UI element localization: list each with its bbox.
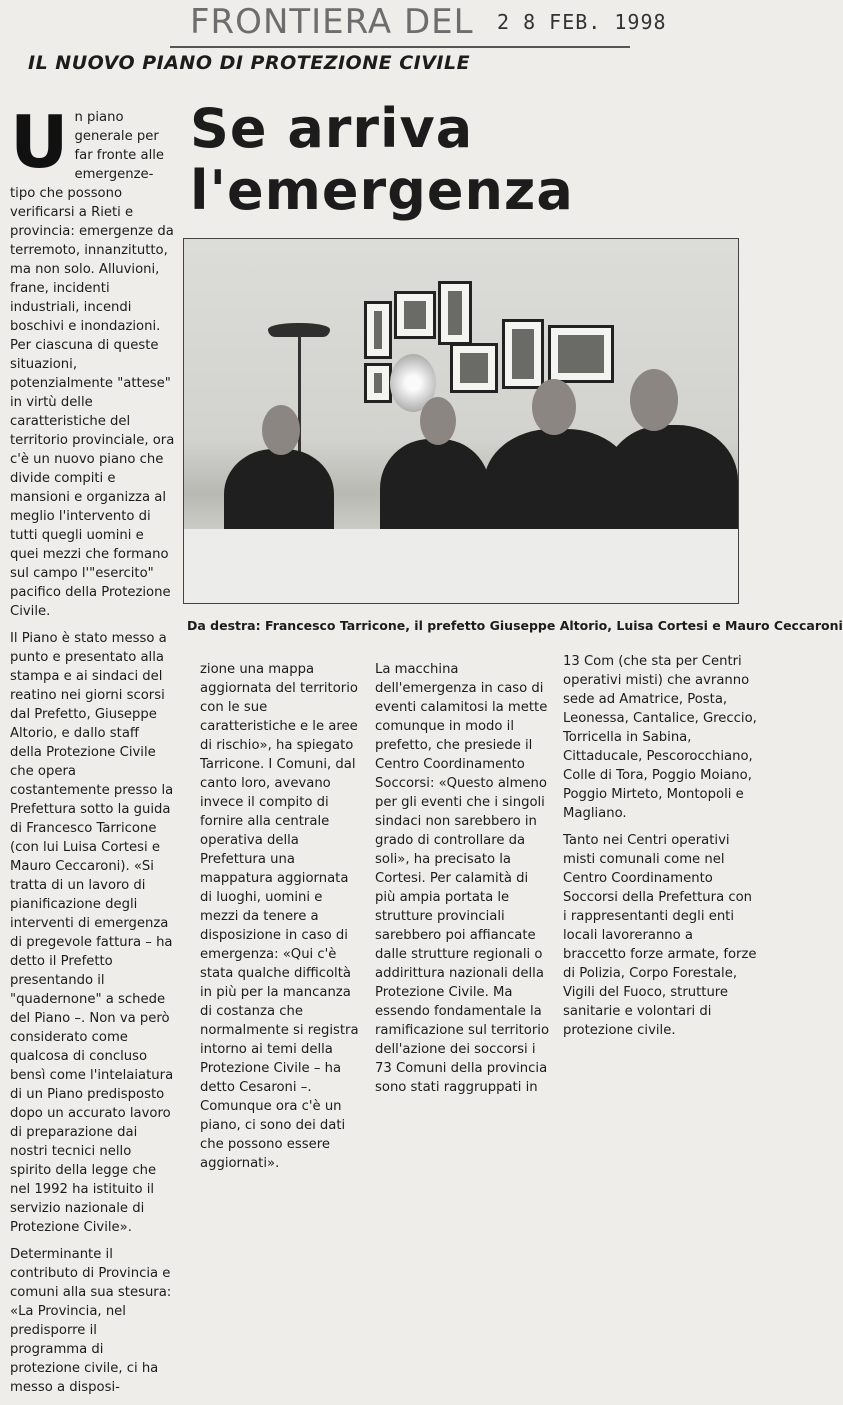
- section-heading: IL NUOVO PIANO DI PROTEZIONE CIVILE: [28, 52, 471, 74]
- paragraph: Determinante il contributo di Provincia e comuni alla sua stesura: «La Provincia, nel predisporre il programma di protezione civile, ci ha messo a disposi-: [10, 1247, 172, 1395]
- paragraph: La macchina dell'emergenza in caso di eventi calamitosi la mette comunque in modo il prefetto, che presiede il Centro Coordinamento Soccorsi: «Questo almeno per gli eventi che i singoli sindaci non sarebbero in grado di controllare da soli», ha precisato la Cortesi. Per calamità di più ampia portata le strutture provinciali sarebbero poi affiancate dalle strutture regionali o addirittura nazionali della Protezione Civile. Ma essendo fondamentale la ramificazione sul territorio dell'azione dei soccorsi i 73 Comuni della provincia sono stati raggruppati in: [375, 662, 550, 1095]
- photo-caption: Da destra: Francesco Tarricone, il prefetto Giuseppe Altorio, Luisa Cortesi e Mauro Ceccaroni: [187, 618, 843, 633]
- paragraph: 13 Com (che sta per Centri operativi misti) che avranno sede ad Amatrice, Posta, Leonessa, Cantalice, Greccio, Torricella in Sabina, Cittaducale, Pescorocchiano, Colle di Tora, Poggio Moiano, Poggio Mirteto, Montopoli e Magliano.: [563, 654, 757, 821]
- divider: [170, 46, 630, 48]
- wall-frame: [394, 291, 436, 339]
- wall-frame: [450, 343, 498, 393]
- paragraph: Tanto nei Centri operativi misti comunali come nel Centro Coordinamento Soccorsi della Prefettura con i rappresentanti degli enti locali lavoreranno a braccetto forze armate, forze di Polizia, Corpo Forestale, Vigili del Fuoco, strutture sanitarie e volontari di protezione civile.: [563, 833, 757, 1038]
- masthead: FRONTIERA DEL: [190, 2, 474, 42]
- wall-frame: [364, 301, 392, 359]
- paragraph: zione una mappa aggiornata del territorio con le sue caratteristiche e le aree di rischio», ha spiegato Tarricone. I Comuni, dal canto loro, avevano invece il compito di fornire alla centrale operativa della Prefettura una mappatura aggiornata di luoghi, uomini e mezzi da tenere a disposizione in caso di emergenza: «Qui c'è stata qualche difficoltà in più per la mancanza di costanza che normalmente si registra intorno ai temi della Protezione Civile – ha detto Cesaroni –. Comunque ora c'è un piano, ci sono dei dati che possono essere aggiornati».: [200, 662, 359, 1171]
- conference-table: [184, 529, 738, 603]
- person-head: [630, 369, 678, 431]
- paragraph-text: n piano generale per far fronte alle emergenze-tipo che possono verificarsi a Rieti e provincia: emergenze da terremoto, innanzitutto, ma non solo. Alluvioni, frane, incidenti industriali, incendi boschivi e inondazioni. Per ciascuna di queste situazioni, potenzialmente "attese" in virtù delle caratteristiche del territorio provinciale, ora c'è un nuovo piano che divide compiti e mansioni e organizza al meglio l'intervento di tutti quegli uomini e quei mezzi che formano sul campo l'"esercito" pacifico della Protezione Civile.: [10, 110, 175, 619]
- lamp: [268, 323, 330, 337]
- article-column-2: [200, 660, 360, 1181]
- person-head: [262, 405, 300, 455]
- headline: Se arriva l'emergenza: [190, 97, 574, 222]
- press-conference-photo: [183, 238, 739, 604]
- article-column-3: [375, 660, 550, 1105]
- article-column-1: [10, 100, 175, 1405]
- wall-frame: [548, 325, 614, 383]
- article-column-4: [563, 652, 758, 1048]
- drop-cap: U: [10, 100, 69, 184]
- wall-frame: [438, 281, 472, 345]
- person-head: [532, 379, 576, 435]
- date-stamp: 2 8 FEB. 1998: [497, 10, 667, 34]
- paragraph: Il Piano è stato messo a punto e presentato alla stampa e ai sindaci del reatino nei giorni scorsi dal Prefetto, Giuseppe Altorio, e dallo staff della Protezione Civile che opera costantemente presso la Prefettura sotto la guida di Francesco Tarricone (con lui Luisa Cortesi e Mauro Ceccaroni). «Si tratta di un lavoro di pianificazione degli interventi di emergenza di pregevole fattura – ha detto il Prefetto presentando il "quadernone" a schede del Piano –. Non va però considerato come qualcosa di concluso bensì come l'intelaiatura di un Piano predisposto dopo un accurato lavoro di preparazione dai nostri tecnici nello spirito della legge che nel 1992 ha istituito il servizio nazionale di Protezione Civile».: [10, 631, 174, 1235]
- wall-frame: [502, 319, 544, 389]
- person-head: [420, 397, 456, 445]
- wall-frame: [364, 363, 392, 403]
- paragraph: [10, 100, 175, 621]
